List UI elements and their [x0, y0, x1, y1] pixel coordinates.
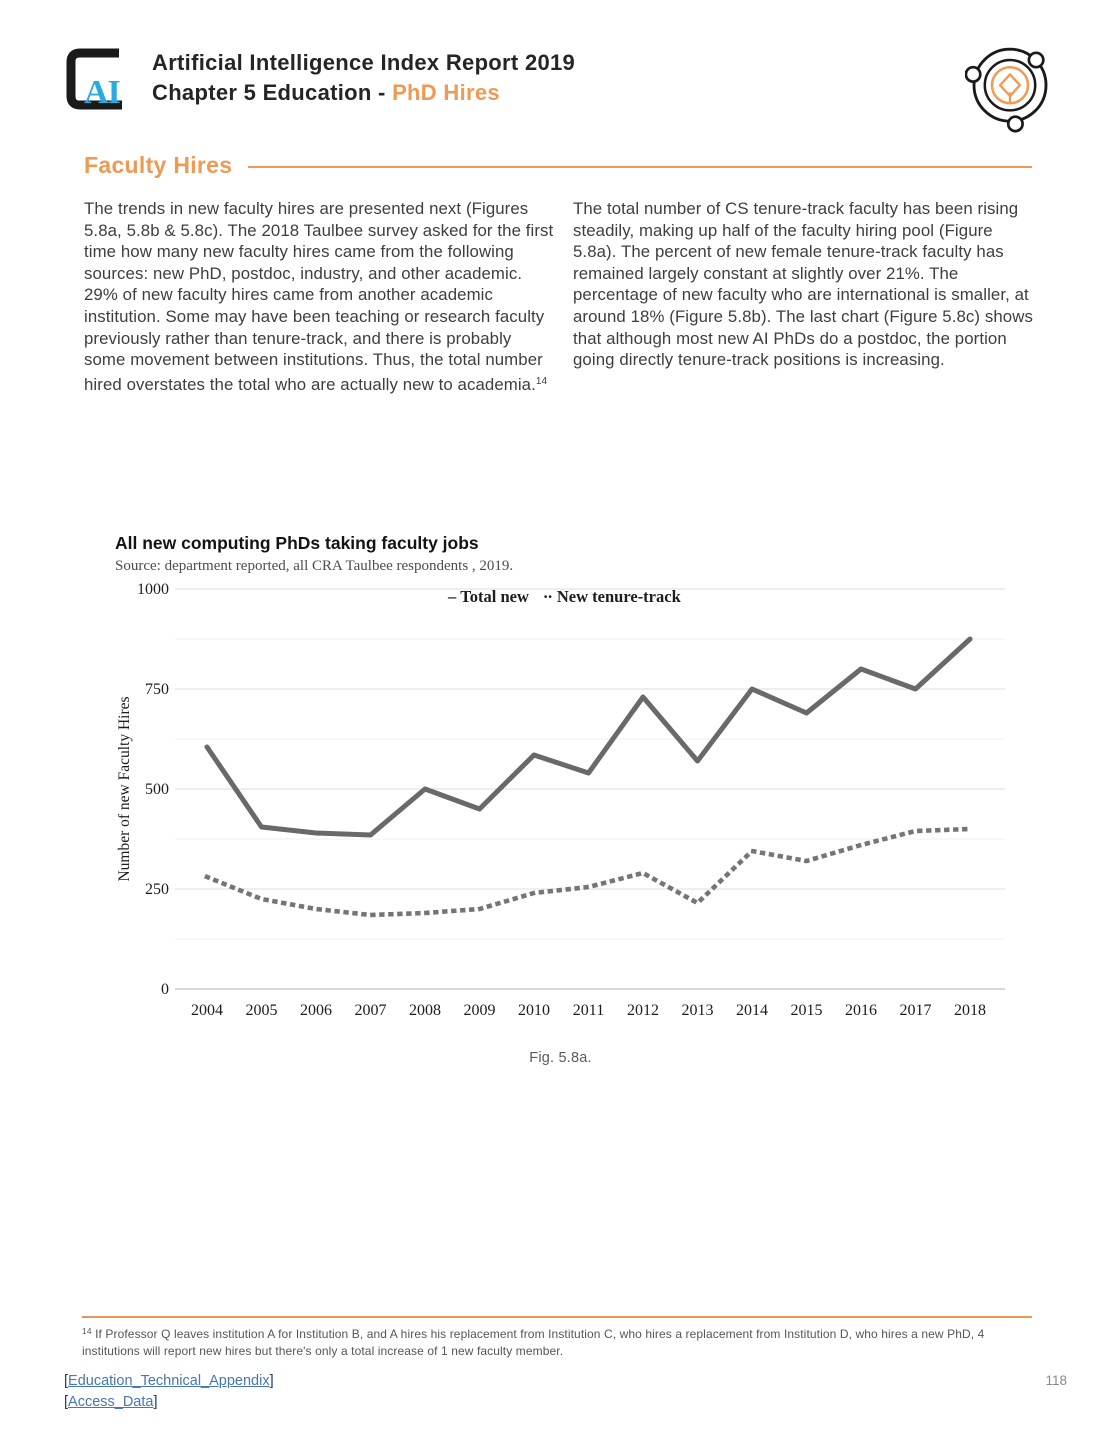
- footnote: $^{14}$ If Professor Q leaves institution A for Institution B, and A hires his replacement from Institution C, who hires a replacement from Institution D, who hires a new PhD, 4 institutions will report new hires but there's only a total increase of 1 new faculty member.: [82, 1316, 1032, 1360]
- body-paragraph-left: The trends in new faculty hires are presented next (Figures 5.8a, 5.8b & 5.8c). The 2018 Taulbee survey asked for the first time how many new faculty hires came from the following sources: new PhD, postdoc, industry, and other academic. 29% of new faculty hires came from another academic institution. Some may have been teaching or research faculty previously rather than tenure-track, and there is probably some movement between institutions. Thus, the total number hired overstates the total who are actually new to academia.$^{14}$: [84, 199, 554, 394]
- x-tick-label: 2012: [627, 1002, 659, 1019]
- x-tick-label: 2006: [300, 1002, 332, 1019]
- ai-index-logo: [64, 46, 136, 112]
- page-number: 118: [1045, 1373, 1067, 1388]
- chart-plot-area: [113, 577, 1013, 1044]
- y-tick-label: 250: [145, 881, 169, 898]
- figure-5-8a: [113, 533, 1013, 1066]
- series-line-new-tenure-track: [207, 829, 970, 915]
- x-tick-label: 2017: [899, 1002, 932, 1019]
- footnote-marker: 14: [82, 1326, 92, 1336]
- x-tick-label: 2010: [518, 1002, 550, 1019]
- y-tick-label: 0: [161, 981, 169, 998]
- x-tick-label: 2014: [736, 1002, 768, 1019]
- access-data-link[interactable]: Access_Data: [68, 1394, 154, 1410]
- x-tick-label: 2004: [191, 1002, 223, 1019]
- legend-entry-tenure-track: ·· New tenure-track: [542, 587, 681, 606]
- section-rule: [248, 166, 1032, 168]
- ai-logo-text: AI: [84, 74, 120, 111]
- section-heading-row: [84, 152, 1032, 179]
- footer-links: [64, 1371, 274, 1413]
- ai-bracket-icon: [64, 46, 136, 112]
- series-line-total-new: [207, 639, 970, 835]
- x-tick-label: 2018: [954, 1002, 986, 1019]
- y-tick-label: 1000: [137, 581, 169, 598]
- section-title: Faculty Hires: [84, 152, 233, 178]
- chart-legend: [448, 587, 681, 607]
- x-tick-label: 2005: [245, 1002, 278, 1019]
- y-tick-label: 750: [145, 681, 169, 698]
- page-header: [64, 46, 575, 112]
- x-tick-label: 2015: [790, 1002, 823, 1019]
- appendix-link-row: [Education_Technical_Appendix]: [64, 1373, 274, 1389]
- chart-title: All new computing PhDs taking faculty jobs: [115, 533, 479, 553]
- x-tick-label: 2016: [845, 1002, 877, 1019]
- chapter-highlight: PhD Hires: [392, 80, 500, 105]
- chapter-title: Chapter 5 Education - PhD Hires: [152, 80, 500, 105]
- x-tick-label: 2008: [409, 1002, 441, 1019]
- chart-source: Source: department reported, all CRA Taulbee respondents , 2019.: [115, 558, 514, 574]
- x-tick-label: 2007: [354, 1002, 387, 1019]
- y-axis-title: Number of new Faculty Hires: [116, 696, 133, 882]
- education-technical-appendix-link[interactable]: Education_Technical_Appendix: [68, 1373, 270, 1389]
- header-titles: [152, 46, 575, 108]
- figure-caption: Fig. 5.8a.: [529, 1050, 592, 1066]
- x-tick-label: 2013: [681, 1002, 714, 1019]
- footnote-reference: 14: [535, 375, 548, 387]
- body-text: [84, 198, 1036, 395]
- x-tick-label: 2009: [463, 1002, 496, 1019]
- solid-line-marker: –: [448, 587, 456, 606]
- legend-entry-total-new: – Total new: [448, 587, 529, 606]
- body-paragraph-right: The total number of CS tenure-track faculty has been rising steadily, making up half of the faculty hiring pool (Figure 5.8a). The percent of new female tenure-track faculty has remained largely constant at slightly over 21%. The percentage of new faculty who are international is smaller, at around 18% (Figure 5.8b). The last chart (Figure 5.8c) shows that although most new AI PhDs do a postdoc, the portion going directly tenure-track positions is increasing.: [573, 199, 1033, 370]
- y-tick-label: 500: [145, 781, 169, 798]
- access-data-link-row: [Access_Data]: [64, 1394, 158, 1410]
- report-title: Artificial Intelligence Index Report 2019: [152, 50, 576, 75]
- orbit-logo-icon: [965, 40, 1055, 134]
- faculty-hires-chart: [113, 577, 1013, 1039]
- dotted-line-marker: ··: [542, 587, 552, 606]
- x-tick-label: 2011: [572, 1002, 605, 1019]
